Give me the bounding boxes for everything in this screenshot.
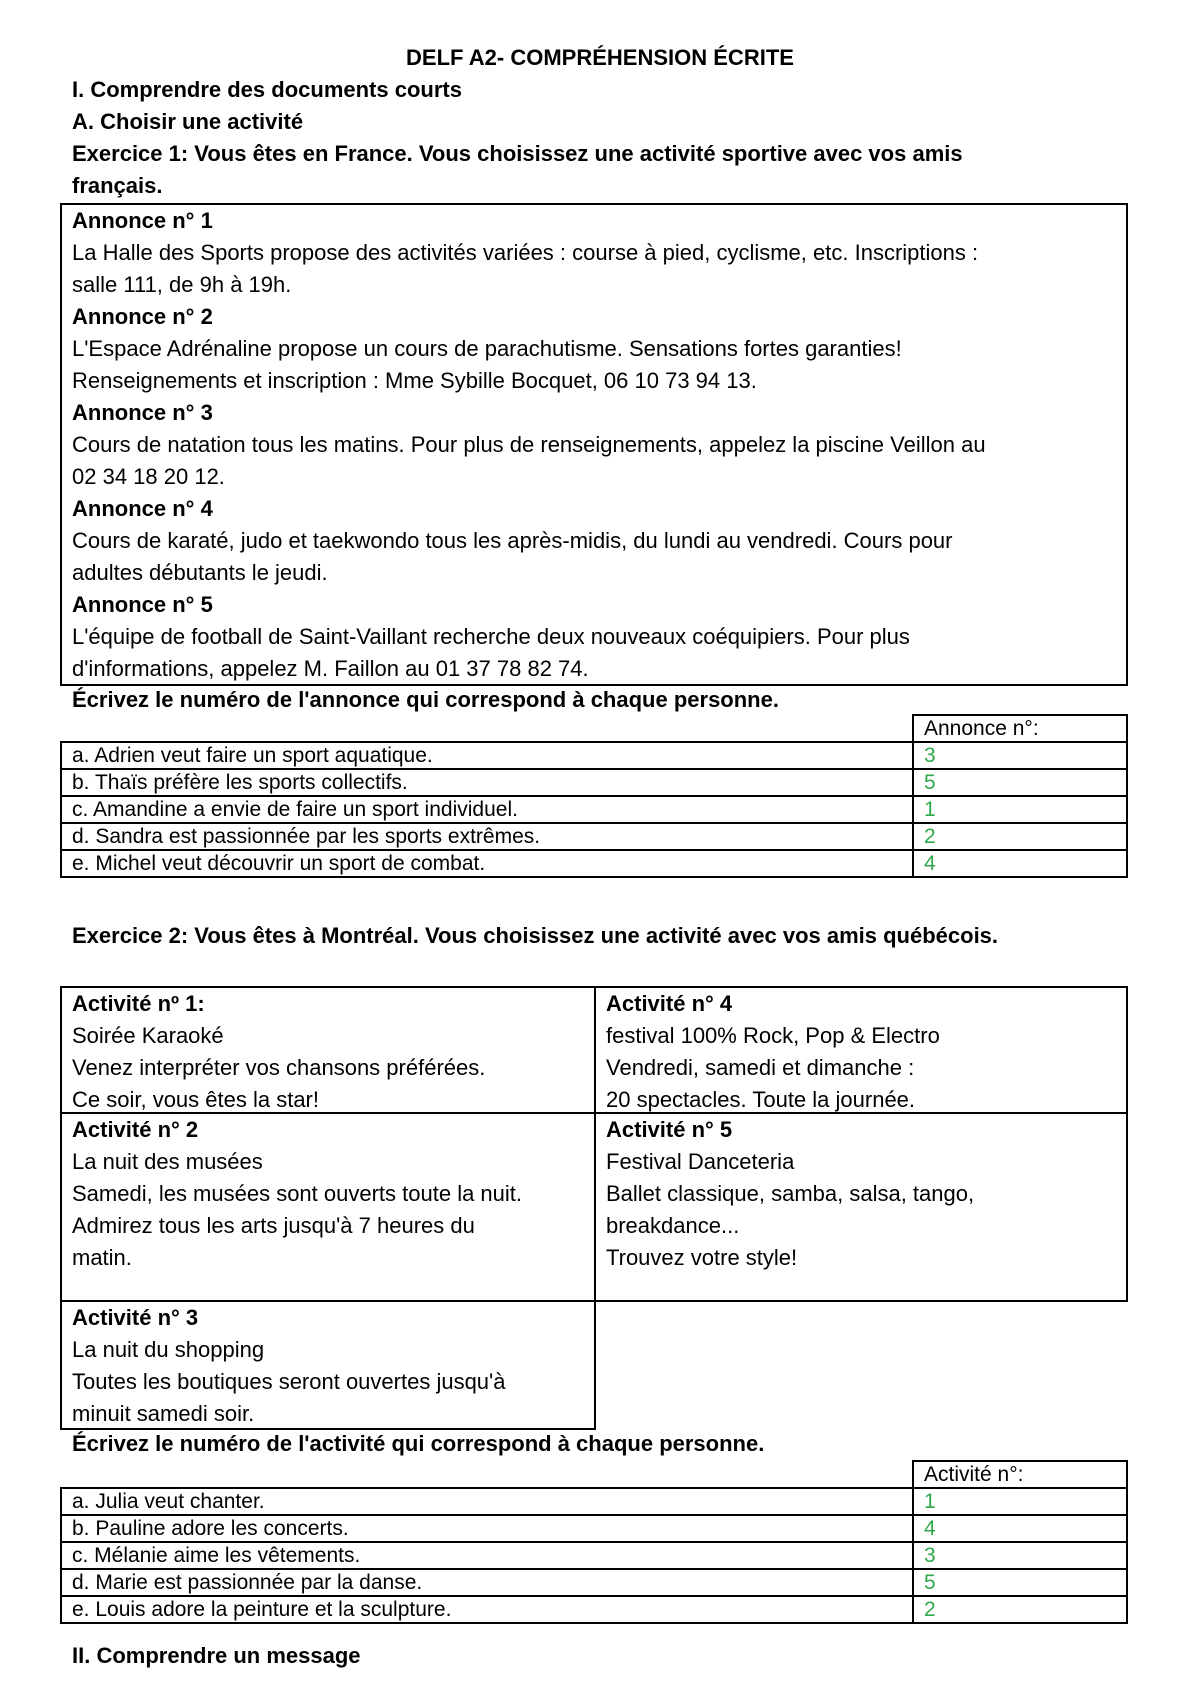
table-row xyxy=(61,1596,1127,1623)
annonce-5-title: Annonce n° 5 xyxy=(72,592,213,617)
subsection-heading-a: A. Choisir une activité xyxy=(72,109,304,134)
answer-cell[interactable]: 1 xyxy=(913,1488,1127,1515)
answer-cell[interactable]: 5 xyxy=(913,769,1127,796)
activite-5-text: Ballet classique, samba, salsa, tango, xyxy=(606,1181,975,1206)
table-row xyxy=(61,823,1127,850)
activite-4-text: Vendredi, samedi et dimanche : xyxy=(606,1055,915,1080)
person-cell: c. Amandine a envie de faire un sport individuel. xyxy=(61,796,913,823)
activite-1-text: Venez interpréter vos chansons préférées. xyxy=(72,1055,486,1080)
activite-2-text: matin. xyxy=(72,1245,132,1270)
annonce-4-title: Annonce n° 4 xyxy=(72,496,213,521)
activite-3-box xyxy=(60,1300,596,1430)
annonce-4-text: adultes débutants le jeudi. xyxy=(72,560,328,585)
exercise-1-instruction: Écrivez le numéro de l'annonce qui correspond à chaque personne. xyxy=(72,687,779,712)
table-row xyxy=(61,1488,1127,1515)
annonce-4-text: Cours de karaté, judo et taekwondo tous les après-midis, du lundi au vendredi. Cours pour xyxy=(72,528,953,553)
activite-1-box xyxy=(60,986,596,1114)
person-cell: b. Pauline adore les concerts. xyxy=(61,1515,913,1542)
answer-cell[interactable]: 2 xyxy=(913,823,1127,850)
annonce-5-text: L'équipe de football de Saint-Vaillant recherche deux nouveaux coéquipiers. Pour plus xyxy=(72,624,910,649)
person-cell: c. Mélanie aime les vêtements. xyxy=(61,1542,913,1569)
activite-4-text: 20 spectacles. Toute la journée. xyxy=(606,1087,916,1112)
activite-2-text: La nuit des musées xyxy=(72,1149,263,1174)
activite-3-text: La nuit du shopping xyxy=(72,1337,265,1362)
table-row xyxy=(61,1542,1127,1569)
person-cell: b. Thaïs préfère les sports collectifs. xyxy=(61,769,913,796)
answer-column-header: Annonce n°: xyxy=(913,715,1127,742)
activite-4-title: Activité n° 4 xyxy=(606,991,733,1016)
answer-cell[interactable]: 3 xyxy=(913,742,1127,769)
annonces-box xyxy=(60,203,1128,686)
table-header-row xyxy=(61,1461,1127,1488)
person-cell: e. Louis adore la peinture et la sculpture. xyxy=(61,1596,913,1623)
exercise-1-answer-table xyxy=(60,714,1128,878)
answer-cell[interactable]: 5 xyxy=(913,1569,1127,1596)
table-header-row xyxy=(61,715,1127,742)
exercise-2-heading: Exercice 2: Vous êtes à Montréal. Vous choisissez une activité avec vos amis québécois. xyxy=(72,923,999,948)
activite-5-title: Activité n° 5 xyxy=(606,1117,733,1142)
annonce-1-title: Annonce n° 1 xyxy=(72,208,213,233)
person-cell: d. Sandra est passionnée par les sports extrêmes. xyxy=(61,823,913,850)
table-row xyxy=(61,1569,1127,1596)
person-cell: d. Marie est passionnée par la danse. xyxy=(61,1569,913,1596)
table-row xyxy=(61,742,1127,769)
table-row xyxy=(61,769,1127,796)
annonce-1-text: salle 111, de 9h à 19h. xyxy=(72,272,292,297)
activite-3-title: Activité n° 3 xyxy=(72,1305,199,1330)
activite-4-box xyxy=(594,986,1128,1114)
activite-1-text: Ce soir, vous êtes la star! xyxy=(72,1087,319,1112)
activite-5-text: Festival Danceteria xyxy=(606,1149,795,1174)
answer-cell[interactable]: 4 xyxy=(913,850,1127,877)
activite-5-text: breakdance... xyxy=(606,1213,740,1238)
answer-cell[interactable]: 4 xyxy=(913,1515,1127,1542)
activite-4-text: festival 100% Rock, Pop & Electro xyxy=(606,1023,940,1048)
table-header-spacer xyxy=(61,715,913,742)
answer-column-header: Activité n°: xyxy=(913,1461,1127,1488)
section-heading-2: II. Comprendre un message xyxy=(72,1643,361,1668)
annonce-2-title: Annonce n° 2 xyxy=(72,304,213,329)
annonce-3-text: Cours de natation tous les matins. Pour plus de renseignements, appelez la piscine Veillon au xyxy=(72,432,986,457)
activite-5-text: Trouvez votre style! xyxy=(606,1245,798,1270)
exercise-1-heading-cont: français. xyxy=(72,173,163,198)
activite-3-text: minuit samedi soir. xyxy=(72,1401,255,1426)
table-header-spacer xyxy=(61,1461,913,1488)
annonce-5-text: d'informations, appelez M. Faillon au 01 37 78 82 74. xyxy=(72,656,589,681)
activite-1-title: Activité nº 1: xyxy=(72,991,205,1016)
exercise-2-instruction: Écrivez le numéro de l'activité qui correspond à chaque personne. xyxy=(72,1431,765,1456)
activite-5-box xyxy=(594,1112,1128,1302)
annonce-3-title: Annonce n° 3 xyxy=(72,400,213,425)
annonce-2-text: L'Espace Adrénaline propose un cours de parachutisme. Sensations fortes garanties! xyxy=(72,336,902,361)
table-row xyxy=(61,850,1127,877)
exercise-2-answer-table xyxy=(60,1460,1128,1624)
answer-cell[interactable]: 2 xyxy=(913,1596,1127,1623)
activite-2-text: Samedi, les musées sont ouverts toute la nuit. xyxy=(72,1181,523,1206)
table-row xyxy=(61,1515,1127,1542)
section-heading-1: I. Comprendre des documents courts xyxy=(72,77,462,102)
annonce-3-text: 02 34 18 20 12. xyxy=(72,464,225,489)
page-title: DELF A2- COMPRÉHENSION ÉCRITE xyxy=(406,45,794,70)
activite-1-text: Soirée Karaoké xyxy=(72,1023,224,1048)
person-cell: a. Julia veut chanter. xyxy=(61,1488,913,1515)
person-cell: a. Adrien veut faire un sport aquatique. xyxy=(61,742,913,769)
activite-2-text: Admirez tous les arts jusqu'à 7 heures du xyxy=(72,1213,475,1238)
table-row xyxy=(61,796,1127,823)
annonce-1-text: La Halle des Sports propose des activités variées : course à pied, cyclisme, etc. Inscriptions : xyxy=(72,240,979,265)
activite-3-text: Toutes les boutiques seront ouvertes jusqu'à xyxy=(72,1369,506,1394)
answer-cell[interactable]: 3 xyxy=(913,1542,1127,1569)
annonce-2-text: Renseignements et inscription : Mme Sybille Bocquet, 06 10 73 94 13. xyxy=(72,368,757,393)
answer-cell[interactable]: 1 xyxy=(913,796,1127,823)
person-cell: e. Michel veut découvrir un sport de combat. xyxy=(61,850,913,877)
activite-2-box xyxy=(60,1112,596,1302)
exercise-1-heading: Exercice 1: Vous êtes en France. Vous choisissez une activité sportive avec vos amis xyxy=(72,141,963,166)
activite-2-title: Activité n° 2 xyxy=(72,1117,199,1142)
